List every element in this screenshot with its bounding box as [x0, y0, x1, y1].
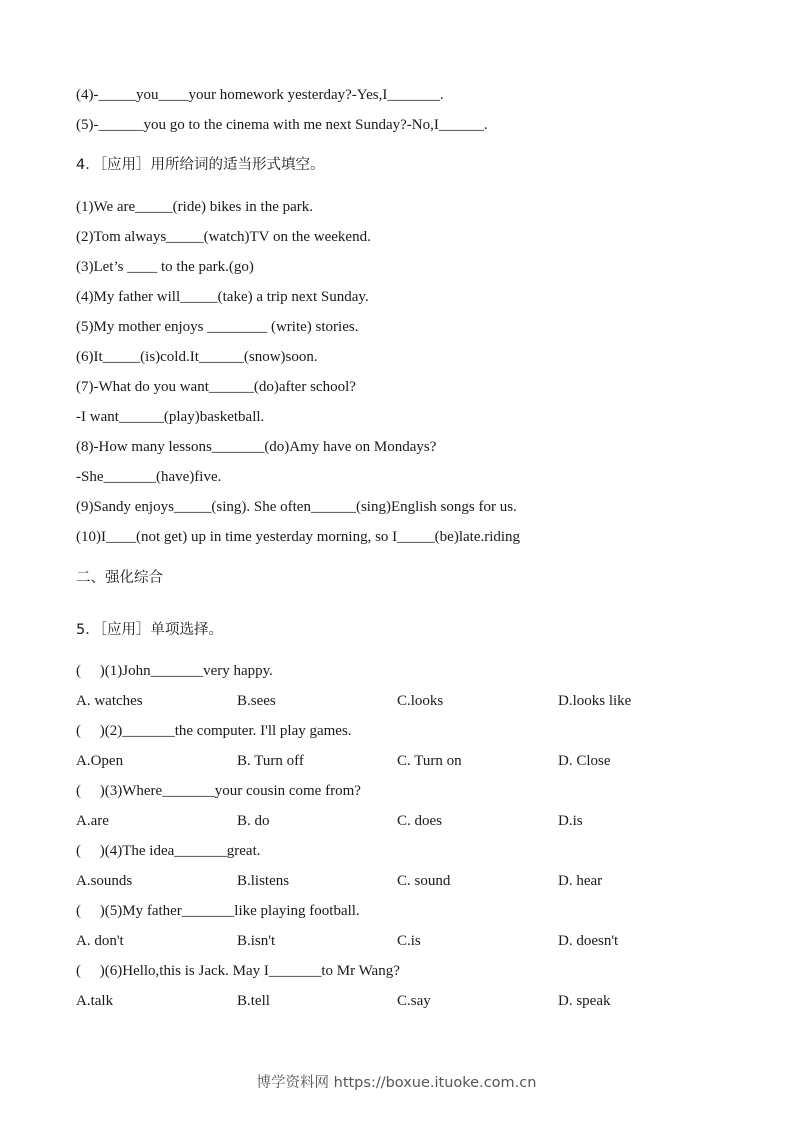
exercise-line: (5)-______you go to the cinema with me next Sunday?-No,I______. — [76, 117, 488, 133]
option-c: C.is — [397, 933, 421, 949]
option-c: C.say — [397, 993, 431, 1009]
exercise-line: (2)Tom always_____(watch)TV on the weekend. — [76, 229, 371, 245]
question-heading: 5．［应用］单项选择。 — [76, 622, 223, 638]
option-a: A. don't — [76, 933, 124, 949]
option-b: B.sees — [237, 693, 276, 709]
option-a: A.talk — [76, 993, 114, 1009]
exercise-line: (1)We are_____(ride) bikes in the park. — [76, 199, 314, 215]
mc-stem: ( )(6)Hello,this is Jack. May I_______to Mr Wang? — [76, 963, 400, 979]
mc-stem: ( )(3)Where_______your cousin come from? — [76, 783, 361, 799]
option-d: D. Close — [558, 753, 611, 769]
exercise-line: (10)I____(not get) up in time yesterday morning, so I_____(be)late.riding — [76, 529, 521, 545]
section-heading: 二、强化综合 — [76, 570, 163, 586]
exercise-line: (9)Sandy enjoys_____(sing). She often______(sing)English songs for us. — [76, 499, 517, 515]
exercise-line: (5)My mother enjoys ________ (write) stories. — [76, 319, 359, 335]
exercise-line: (6)It_____(is)cold.It______(snow)soon. — [76, 349, 318, 365]
exercise-line: (4)My father will_____(take) a trip next Sunday. — [76, 289, 369, 305]
option-d: D. speak — [558, 993, 611, 1009]
option-a: A.are — [76, 813, 109, 829]
exercise-line: -She_______(have)five. — [76, 469, 222, 485]
option-c: C. sound — [397, 873, 451, 889]
mc-stem: ( )(2)_______the computer. I'll play games. — [76, 723, 352, 739]
exercise-line: (7)-What do you want______(do)after school? — [76, 379, 356, 395]
option-c: C. does — [397, 813, 442, 829]
exercise-line: (3)Let’s ____ to the park.(go) — [76, 259, 254, 275]
exercise-line: (8)-How many lessons_______(do)Amy have on Mondays? — [76, 439, 437, 455]
option-d: D.looks like — [558, 693, 632, 709]
exercise-line: (4)-_____you____your homework yesterday?-Yes,I_______. — [76, 87, 444, 103]
option-c: C. Turn on — [397, 753, 462, 769]
mc-stem: ( )(5)My father_______like playing football. — [76, 903, 360, 919]
option-a: A. watches — [76, 693, 143, 709]
option-b: B.listens — [237, 873, 290, 889]
option-a: A.sounds — [76, 873, 133, 889]
option-d: D. hear — [558, 873, 603, 889]
option-b: B.tell — [237, 993, 270, 1009]
option-d: D.is — [558, 813, 583, 829]
question-heading: 4．［应用］用所给词的适当形式填空。 — [76, 157, 325, 173]
option-b: B.isn't — [237, 933, 276, 949]
option-d: D. doesn't — [558, 933, 619, 949]
option-b: B. do — [237, 813, 270, 829]
option-b: B. Turn off — [237, 753, 304, 769]
mc-stem: ( )(1)John_______very happy. — [76, 663, 273, 679]
exercise-line: -I want______(play)basketball. — [76, 409, 265, 425]
option-a: A.Open — [76, 753, 124, 769]
mc-stem: ( )(4)The idea_______great. — [76, 843, 261, 859]
footer-watermark: 博学资料网 https://boxue.ituoke.com.cn — [256, 1075, 537, 1091]
option-c: C.looks — [397, 693, 444, 709]
